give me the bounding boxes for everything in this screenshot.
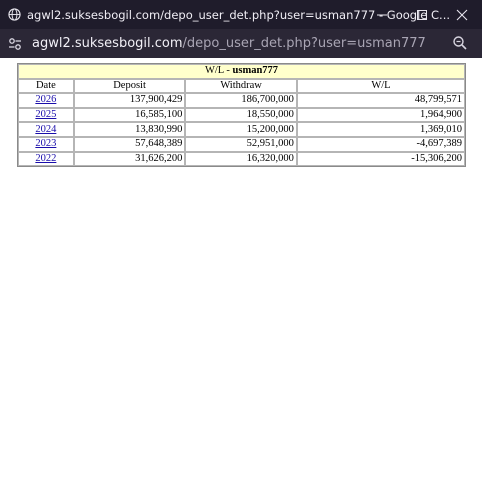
tune-icon[interactable] (6, 35, 24, 53)
maximize-icon (416, 9, 428, 21)
withdraw-cell: 52,951,000 (185, 137, 297, 152)
table-row (18, 122, 465, 137)
withdraw-cell: 186,700,000 (185, 93, 297, 108)
window-title-bar[interactable] (0, 0, 482, 29)
year-link[interactable]: 2025 (35, 109, 57, 121)
year-cell (18, 122, 74, 137)
table-row (18, 137, 465, 152)
column-header-deposit: Deposit (74, 79, 186, 94)
deposit-cell: 137,900,429 (74, 93, 186, 108)
zoom-icon[interactable] (452, 35, 470, 53)
minimize-button[interactable] (362, 0, 402, 29)
table-row (18, 93, 465, 108)
year-cell (18, 93, 74, 108)
table-header-row (18, 79, 465, 94)
address-bar[interactable] (0, 29, 482, 58)
caption-prefix: W/L - (204, 65, 233, 77)
year-link[interactable]: 2023 (35, 138, 57, 150)
withdraw-cell: 15,200,000 (185, 122, 297, 137)
table-row (18, 152, 465, 167)
deposit-cell: 16,585,100 (74, 108, 186, 123)
wl-cell: -4,697,389 (297, 137, 465, 152)
wl-cell: -15,306,200 (297, 152, 465, 167)
url-display[interactable] (32, 36, 432, 51)
year-cell (18, 137, 74, 152)
withdraw-cell: 18,550,000 (185, 108, 297, 123)
wl-cell: 1,964,900 (297, 108, 465, 123)
url-host: agwl2.suksesbogil.com (32, 36, 183, 51)
page-content (0, 58, 482, 500)
withdraw-cell: 16,320,000 (185, 152, 297, 167)
wl-cell: 48,799,571 (297, 93, 465, 108)
column-header-date: Date (18, 79, 74, 94)
column-header-wl: W/L (297, 79, 465, 94)
column-header-withdraw: Withdraw (185, 79, 297, 94)
url-path: /depo_user_det.php?user=usman777 (182, 36, 426, 51)
maximize-button[interactable] (402, 0, 442, 29)
globe-icon (7, 8, 21, 22)
year-link[interactable]: 2024 (35, 123, 57, 135)
year-link[interactable]: 2022 (35, 152, 57, 164)
caption-username: usman777 (232, 65, 279, 77)
table-caption-row (18, 64, 465, 79)
window-title: agwl2.suksesbogil.com/depo_user_det.php?user=usman777 - Google C... (27, 7, 451, 22)
year-cell (18, 152, 74, 167)
deposit-cell: 31,626,200 (74, 152, 186, 167)
deposit-cell: 13,830,990 (74, 122, 186, 137)
minimize-icon (376, 9, 388, 21)
year-cell (18, 108, 74, 123)
window-controls (362, 0, 482, 29)
year-link[interactable]: 2026 (35, 94, 57, 106)
close-button[interactable] (442, 0, 482, 29)
close-icon (456, 9, 468, 21)
wl-report-table (17, 63, 466, 167)
wl-cell: 1,369,010 (297, 122, 465, 137)
table-row (18, 108, 465, 123)
deposit-cell: 57,648,389 (74, 137, 186, 152)
table-caption (18, 64, 465, 79)
